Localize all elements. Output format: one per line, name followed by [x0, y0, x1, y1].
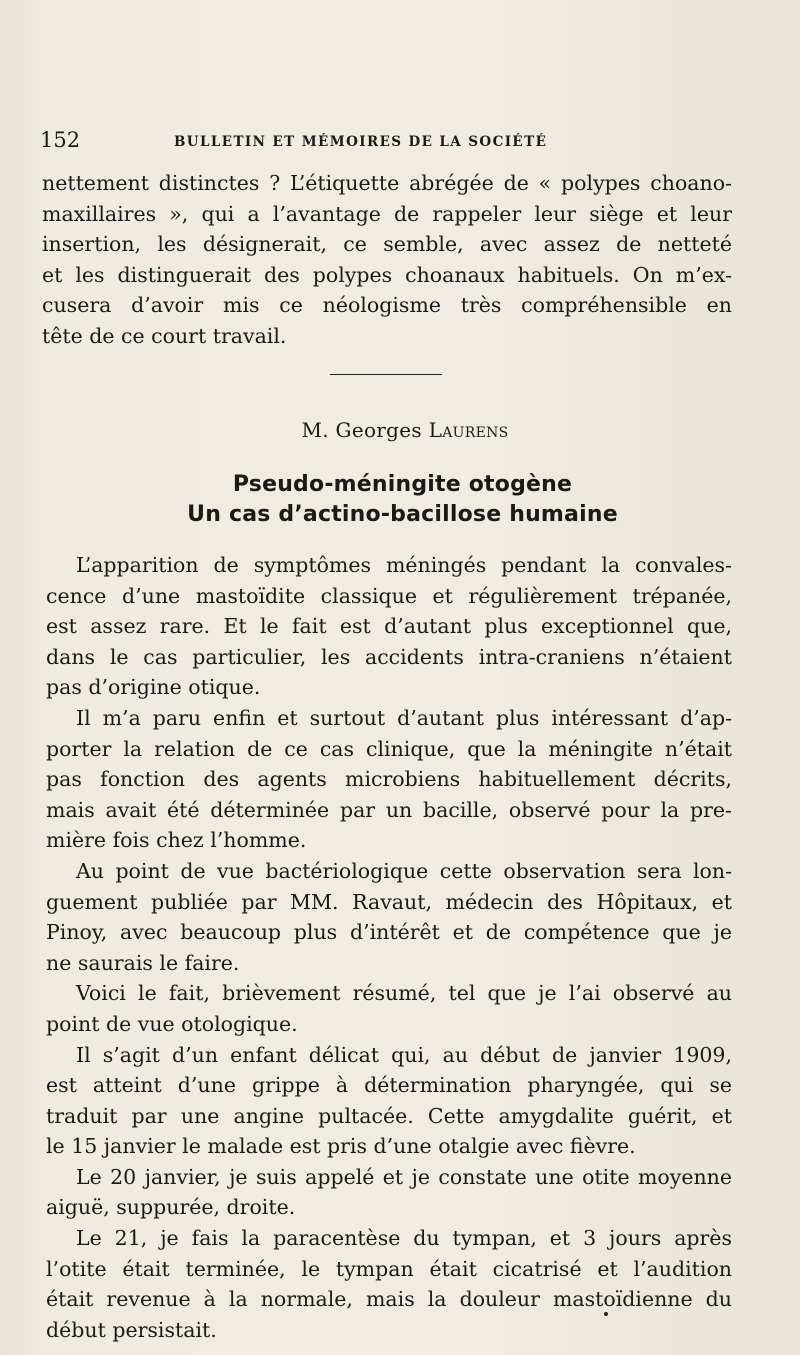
author-surname: Laurens [428, 418, 509, 442]
text-line: nettement distinctes ? L’étiquette abrégée de « polypes choano- [42, 171, 732, 195]
text-line: l’otite était terminée, le tympan était cicatrisé et l’audition [46, 1256, 732, 1281]
article-author [0, 418, 800, 442]
article-subtitle: Un cas d’actino-bacillose humaine [187, 502, 618, 527]
text-line: cusera d’avoir mis ce néologisme très compréhensible en [42, 293, 732, 318]
text-line: mais avait été déterminée par un bacille, observé pour la pre- [46, 797, 732, 822]
paragraph [46, 1223, 732, 1345]
author-prefix: M. Georges [301, 418, 422, 442]
text-line: tête de ce court travail. [42, 323, 287, 348]
article-title: Pseudo-méningite otogène [232, 472, 573, 497]
text-line: guement publiée par MM. Ravaut, médecin des Hôpitaux, et [46, 889, 732, 914]
paragraph [46, 703, 732, 856]
text-line: Voici le fait, brièvement résumé, tel que je l’ai observé au [76, 981, 732, 1006]
ink-speck [604, 1312, 608, 1316]
paragraph [46, 1040, 732, 1162]
text-line: porter la relation de ce cas clinique, que la méningite n’était [46, 736, 732, 761]
text-line: Au point de vue bactériologique cette observation sera lon- [76, 858, 732, 883]
text-line: Le 21, je fais la paracentèse du tympan, et 3 jours après [76, 1226, 732, 1251]
paragraph [46, 856, 732, 978]
text-line: et les distinguerait des polypes choanaux habituels. On m’ex- [42, 262, 732, 287]
page-header [40, 128, 720, 158]
text-line: point de vue otologique. [46, 1011, 298, 1036]
paragraph [46, 1162, 732, 1223]
section-divider [330, 374, 442, 375]
text-line: pas d’origine otique. [46, 675, 261, 700]
continued-paragraph [42, 168, 732, 352]
text-line: L’apparition de symptômes méningés pendant la convales- [76, 553, 732, 577]
text-line: cence d’une mastoïdite classique et régulièrement trépanée, [46, 583, 732, 608]
text-line: était revenue à la normale, mais la douleur mastoïdienne du [46, 1287, 732, 1312]
page-number: 152 [40, 128, 81, 152]
text-line: le 15 janvier le malade est pris d’une otalgie avec fièvre. [46, 1134, 636, 1159]
text-line: est assez rare. Et le fait est d’autant plus exceptionnel que, [46, 614, 732, 639]
text-line: traduit par une angine pultacée. Cette amygdalite guérit, et [46, 1103, 732, 1128]
text-line: aiguë, suppurée, droite. [46, 1195, 296, 1220]
article-body [46, 550, 732, 1345]
text-line: est atteint d’une grippe à détermination pharyngée, qui se [46, 1073, 732, 1098]
text-line: dans le cas particulier, les accidents intra-craniens n’étaient [46, 644, 732, 669]
text-line: ne saurais le faire. [46, 950, 240, 975]
text-line: insertion, les désignerait, ce semble, avec assez de netteté [42, 232, 732, 257]
paragraph [46, 550, 732, 703]
text-line: pas fonction des agents microbiens habituellement décrits, [46, 767, 732, 792]
text-line: Il s’agit d’un enfant délicat qui, au début de janvier 1909, [76, 1042, 732, 1067]
text-line: maxillaires », qui a l’avantage de rappeler leur siège et leur [42, 201, 732, 226]
text-line: Le 20 janvier, je suis appelé et je constate une otite moyenne [76, 1164, 732, 1189]
paragraph [46, 978, 732, 1039]
text-line: Pinoy, avec beaucoup plus d’intérêt et de compétence que je [46, 920, 732, 945]
text-line: début persistait. [46, 1317, 217, 1342]
running-title: BULLETIN ET MÉMOIRES DE LA SOCIÉTÉ [174, 134, 548, 150]
text-line: mière fois chez l’homme. [46, 828, 307, 853]
text-line: Il m’a paru enfin et surtout d’autant plus intéressant d’ap- [76, 705, 732, 730]
